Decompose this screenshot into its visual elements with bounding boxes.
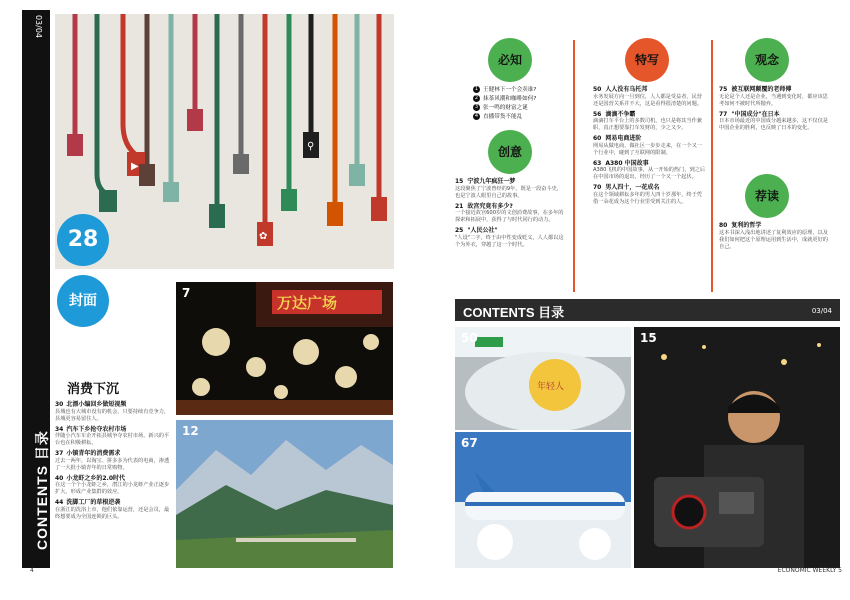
list-item[interactable] — [455, 203, 567, 225]
list-item[interactable] — [593, 111, 705, 133]
item-number: 34 — [55, 425, 64, 433]
item-number: 77 — [719, 110, 728, 118]
item-summary: "人设"二字，终于由中性变成贬义，人人都以这个为外衣，穿越了这一个时代。 — [455, 234, 564, 248]
item-summary: 滴滴打车平台上的多数司机，也只是将其当作兼职，真正想要靠打车发财的，少之又少。 — [593, 118, 702, 132]
list-item[interactable] — [55, 450, 173, 472]
list-item[interactable] — [473, 95, 568, 104]
photo-airplane[interactable] — [455, 432, 631, 568]
column-divider — [711, 40, 713, 292]
item-number: 56 — [593, 110, 602, 118]
item-title: 小镇青年的消费需求 — [66, 450, 121, 458]
list-item[interactable] — [55, 426, 173, 448]
item-number: 44 — [55, 499, 64, 507]
photo-mountain-road[interactable] — [176, 420, 393, 568]
item-title: 复利的哲学 — [731, 222, 762, 229]
item-summary: 网易从做电商、做社区一步步走来，在一个又一个行业中，碰到了互联网的限制。 — [593, 142, 702, 156]
photo-12-number: 12 — [182, 424, 199, 438]
item-number: 15 — [455, 178, 464, 185]
item-summary: 一个接近故宫600岁的文创消费故事，在多年的探索和拓展中，获得了与时代同行的动力。 — [455, 210, 564, 224]
item-title: "中国成分"在日本 — [731, 110, 780, 118]
photo-67-number: 67 — [461, 436, 478, 450]
item-number: 50 — [593, 86, 602, 93]
recommend-list — [719, 222, 831, 254]
innovation-badge[interactable]: 创意 — [488, 130, 532, 174]
list-item[interactable] — [593, 86, 705, 108]
photo-vehicle-logo[interactable] — [455, 327, 631, 430]
item-title: 洗脚工厂的草根逆袭 — [66, 499, 121, 507]
column-divider — [573, 40, 575, 292]
spine-title: CONTENTS 目录 — [34, 430, 50, 550]
photo-cameraman[interactable] — [634, 327, 840, 568]
list-item[interactable] — [55, 401, 173, 423]
item-number: 63 — [593, 159, 602, 167]
consumption-section — [55, 378, 173, 524]
section-title: 消费下沉 — [67, 382, 120, 397]
list-item[interactable] — [593, 160, 705, 182]
list-item[interactable] — [455, 227, 567, 249]
recommend-badge[interactable]: 荐读 — [745, 174, 789, 218]
bullet-number: 4 — [474, 112, 479, 119]
photo-7-number: 7 — [182, 286, 191, 300]
svg-text:年轻人: 年轻人 — [537, 382, 565, 392]
spine-page-number: 03/04 — [34, 14, 44, 39]
contents-page-number: 03/04 — [811, 307, 832, 315]
svg-text:⚲: ⚲ — [307, 141, 315, 152]
list-item[interactable] — [719, 111, 831, 133]
item-summary: 这段聚焦了宁波曾经的9年，既是一段奋斗史，也是宁波人眼里自己的故事。 — [455, 185, 563, 199]
svg-text:✿: ✿ — [259, 231, 268, 242]
vehicle-photo-art — [455, 327, 631, 430]
list-item[interactable] — [593, 135, 705, 157]
must-read-badge[interactable]: 必知 — [488, 38, 532, 82]
item-summary: 无论是个人还是企业，当遇到变化时，都应该思考如何不被时代所抛弃。 — [719, 93, 828, 107]
item-summary: 在这个领域耕耘多年的男人四十岁那年，终于凭借一朵花成为这个行业里受到关注的人。 — [593, 191, 702, 205]
opinion-badge[interactable]: 观念 — [745, 38, 789, 82]
item-title: 滴滴不争霸 — [605, 110, 636, 118]
item-number: 80 — [719, 222, 728, 229]
item-number: 75 — [719, 86, 728, 93]
innovation-list — [455, 178, 567, 252]
photo-15-number: 15 — [640, 331, 657, 345]
list-item[interactable] — [593, 184, 705, 206]
item-summary: A380飞机的中国故事，从一开始的热门，到之后在中国市场的退出，经历了一个又一个起伏。 — [593, 167, 706, 181]
bullet-number: 2 — [474, 94, 479, 101]
right-page — [425, 0, 850, 578]
item-number: 37 — [55, 450, 64, 458]
item-title: 直播带货不能乱 — [483, 113, 523, 120]
bullet-number: 3 — [474, 103, 479, 110]
item-title: 宁波九年疯狂一梦 — [467, 178, 516, 185]
mountain-photo-art — [176, 420, 393, 568]
svg-text:万达广场: 万达广场 — [277, 294, 338, 312]
item-summary: 伴随小汽车车企开拓县城争夺农村市场，新兴的平台也在积极耕耘。 — [55, 433, 170, 447]
item-number: 25 — [455, 227, 464, 235]
item-number: 60 — [593, 135, 602, 143]
item-title: A380 中国故事 — [605, 159, 649, 167]
item-title: 抹茶风潮和咖啡如何? — [483, 95, 537, 102]
contents-spine — [22, 10, 50, 568]
cover-page-number-badge[interactable]: 28 — [57, 214, 109, 266]
contents-header-bar — [455, 299, 840, 321]
item-title: 王健林下一个会卖谁? — [483, 87, 537, 93]
item-summary: 水务发展方向一旦到位，人人都是受益者，民营还是国营关系并不大，这是看得很清楚的问题。 — [593, 93, 702, 107]
item-summary: 这本书深入浅出地讲述了复利效应的原理，以及我们如何把这个原理运用到生活中，成就更好的自己。 — [719, 229, 828, 250]
item-number: 30 — [55, 401, 64, 408]
item-title: 网易电商进阶 — [605, 135, 642, 143]
must-read-list — [473, 86, 568, 122]
list-item[interactable] — [719, 86, 831, 108]
cameraman-photo-art — [634, 327, 840, 568]
airplane-photo-art — [455, 432, 631, 568]
feature-list — [593, 86, 705, 209]
item-number: 21 — [455, 202, 464, 210]
cover-label-badge[interactable]: 封面 — [57, 275, 109, 327]
item-title: 人人没有乌托邦 — [605, 86, 648, 93]
wanda-photo-art — [176, 282, 393, 415]
item-title: "人民公社" — [467, 227, 498, 235]
item-title: 张一鸣的财富之谜 — [483, 104, 528, 111]
list-item[interactable] — [473, 113, 568, 122]
item-title: 汽车下乡抢夺农村市场 — [66, 425, 127, 433]
item-summary: 在这一个个小龙虾之乡，潜江的小龙虾产业正逐步扩大，形成产业集群的效应。 — [55, 482, 170, 496]
item-summary: 在浙江的洗浴上市，他们依靠运营，还是会员，最终想要成为全国连锁的巨头。 — [55, 506, 170, 520]
item-title: 故宫究竟有多少? — [467, 202, 513, 210]
item-summary: 过去一两年，以淘宝、拼多多为代表的电商，渗透了一大批小镇青年的日常购物。 — [55, 457, 170, 471]
item-summary: 县城也有大城市没有的机会，只要持续有竞争力，县城更容易留住人。 — [55, 408, 170, 422]
item-summary: 日本市场最近的中国成分越来越多，这不仅仅是中国企业的胜利，也反映了日本的变化。 — [719, 118, 828, 132]
left-page-number: 4 — [30, 567, 34, 574]
item-number: 70 — [593, 184, 602, 192]
photo-50-number: 50 — [461, 331, 478, 345]
item-number: 40 — [55, 474, 64, 482]
right-page-footer: ECONOMIC WEEKLY 5 — [777, 567, 842, 574]
list-item[interactable] — [719, 222, 831, 251]
item-title: 男人四十，一花成名 — [605, 184, 660, 192]
feature-badge[interactable]: 特写 — [625, 38, 669, 82]
item-title: 被互联网颠覆的老师傅 — [731, 86, 792, 93]
item-title: 小龙虾之乡的2.0时代 — [66, 474, 125, 482]
opinion-list — [719, 86, 831, 135]
list-item[interactable] — [473, 104, 568, 113]
photo-wanda-plaza[interactable] — [176, 282, 393, 415]
svg-text:▶: ▶ — [131, 161, 139, 172]
item-title: 北漂小编回乡做短视频 — [66, 401, 127, 408]
list-item[interactable] — [473, 86, 568, 95]
bullet-number: 1 — [474, 86, 479, 92]
contents-title: CONTENTS 目录 — [463, 305, 565, 320]
list-item[interactable] — [55, 475, 173, 497]
list-item[interactable] — [455, 178, 567, 200]
left-page — [0, 0, 425, 578]
list-item[interactable] — [55, 499, 173, 521]
